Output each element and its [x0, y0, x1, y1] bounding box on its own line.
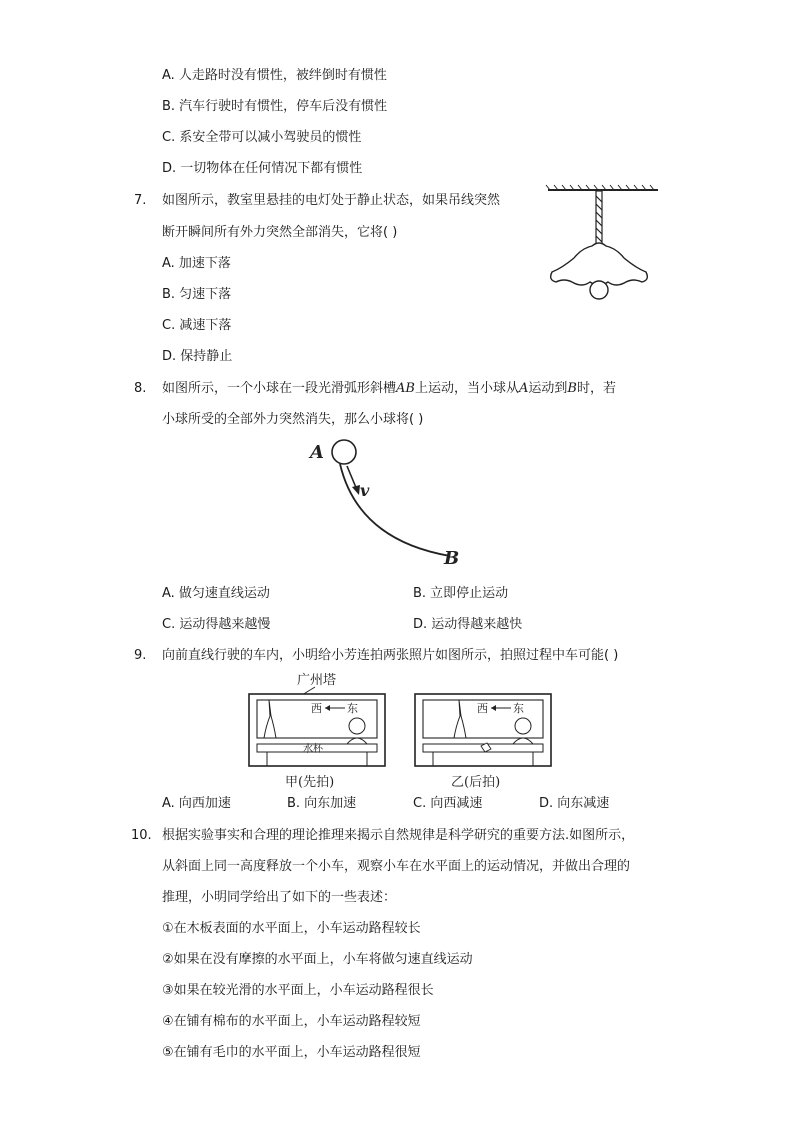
- q7-number: 7.: [134, 193, 147, 208]
- q7-option-b: B. 匀速下落: [162, 287, 232, 302]
- q9-option-a: A. 向西加速: [162, 796, 231, 811]
- q8-stem-line1: [162, 381, 616, 397]
- label-b: B: [444, 548, 460, 569]
- q10-statement-2: ②如果在没有摩擦的水平面上，小车将做匀速直线运动: [162, 952, 473, 967]
- east-label-left: 东: [347, 702, 358, 715]
- q8-option-a: A. 做匀速直线运动: [162, 586, 270, 601]
- q8-b: B: [567, 381, 577, 396]
- q10-stem-line2: 从斜面上同一高度释放一个小车，观察小车在水平面上的运动情况，并做出合理的: [162, 859, 631, 874]
- q10-statement-4: ④在铺有棉布的水平面上，小车运动路程较短: [162, 1014, 421, 1029]
- q8-option-d: D. 运动得越来越快: [413, 617, 523, 632]
- q10-number: 10.: [131, 828, 152, 843]
- q7-option-a: A. 加速下落: [162, 256, 231, 271]
- q6-option-a: A. 人走路时没有惯性，被绊倒时有惯性: [162, 68, 387, 83]
- ball-arc-figure: [300, 432, 480, 572]
- q10-statement-3: ③如果在较光滑的水平面上，小车运动路程很长: [162, 983, 434, 998]
- q7-stem-line1: 如图所示，教室里悬挂的电灯处于静止状态，如果吊线突然: [162, 193, 501, 208]
- q9-option-c: C. 向西减速: [413, 796, 483, 811]
- q8-stem-line2: 小球所受的全部外力突然消失，那么小球将( ): [162, 412, 424, 427]
- q9-option-b: B. 向东加速: [287, 796, 357, 811]
- photo-jia: [249, 694, 385, 766]
- west-label-left: 西: [311, 702, 322, 715]
- q8-ab: AB: [396, 381, 415, 396]
- q8-stem-part1: 如图所示，一个小球在一段光滑弧形斜槽: [162, 381, 397, 396]
- q8-stem-part4: 时，若: [576, 381, 616, 396]
- photo-yi: [415, 694, 551, 766]
- q9-stem: 向前直线行驶的车内，小明给小芳连拍两张照片如图所示，拍照过程中车可能( ): [162, 648, 619, 663]
- caption-yi: 乙(后拍): [451, 775, 501, 790]
- label-v: v: [360, 481, 370, 500]
- q8-stem-part2: 上运动，当小球从: [414, 381, 519, 396]
- q8-stem-part3: 运动到: [528, 381, 568, 396]
- q8-a: A: [518, 381, 529, 396]
- q10-statement-5: ⑤在铺有毛巾的水平面上，小车运动路程很短: [162, 1045, 421, 1060]
- q6-option-c: C. 系安全带可以减小驾驶员的惯性: [162, 130, 362, 145]
- east-label-right: 东: [513, 702, 524, 715]
- q7-option-d: D. 保持静止: [162, 349, 233, 364]
- q10-stem-line3: 推理，小明同学给出了如下的一些表述：: [162, 890, 397, 905]
- q8-option-b: B. 立即停止运动: [413, 586, 509, 601]
- q7-stem-line2: 断开瞬间所有外力突然全部消失，它将( ): [162, 225, 398, 240]
- car-photos-figure: [245, 666, 555, 792]
- q10-statement-1: ①在木板表面的水平面上，小车运动路程较长: [162, 921, 421, 936]
- q10-stem-line1: 根据实验事实和合理的理论推理来揭示自然规律是科学研究的重要方法.如图所示，: [162, 828, 635, 843]
- label-a: A: [310, 442, 324, 463]
- q6-option-b: B. 汽车行驶时有惯性，停车后没有惯性: [162, 99, 388, 114]
- q8-number: 8.: [134, 381, 147, 396]
- q9-number: 9.: [134, 648, 147, 663]
- q8-option-c: C. 运动得越来越慢: [162, 617, 271, 632]
- q7-option-c: C. 减速下落: [162, 318, 232, 333]
- q6-option-d: D. 一切物体在任何情况下都有惯性: [162, 161, 363, 176]
- hanging-lamp-figure: [540, 184, 664, 304]
- caption-jia: 甲(先拍): [285, 775, 335, 790]
- west-label-right: 西: [477, 702, 488, 715]
- tower-label: 广州塔: [297, 673, 337, 688]
- q9-option-d: D. 向东减速: [539, 796, 610, 811]
- cup-label: 水杯: [303, 744, 323, 755]
